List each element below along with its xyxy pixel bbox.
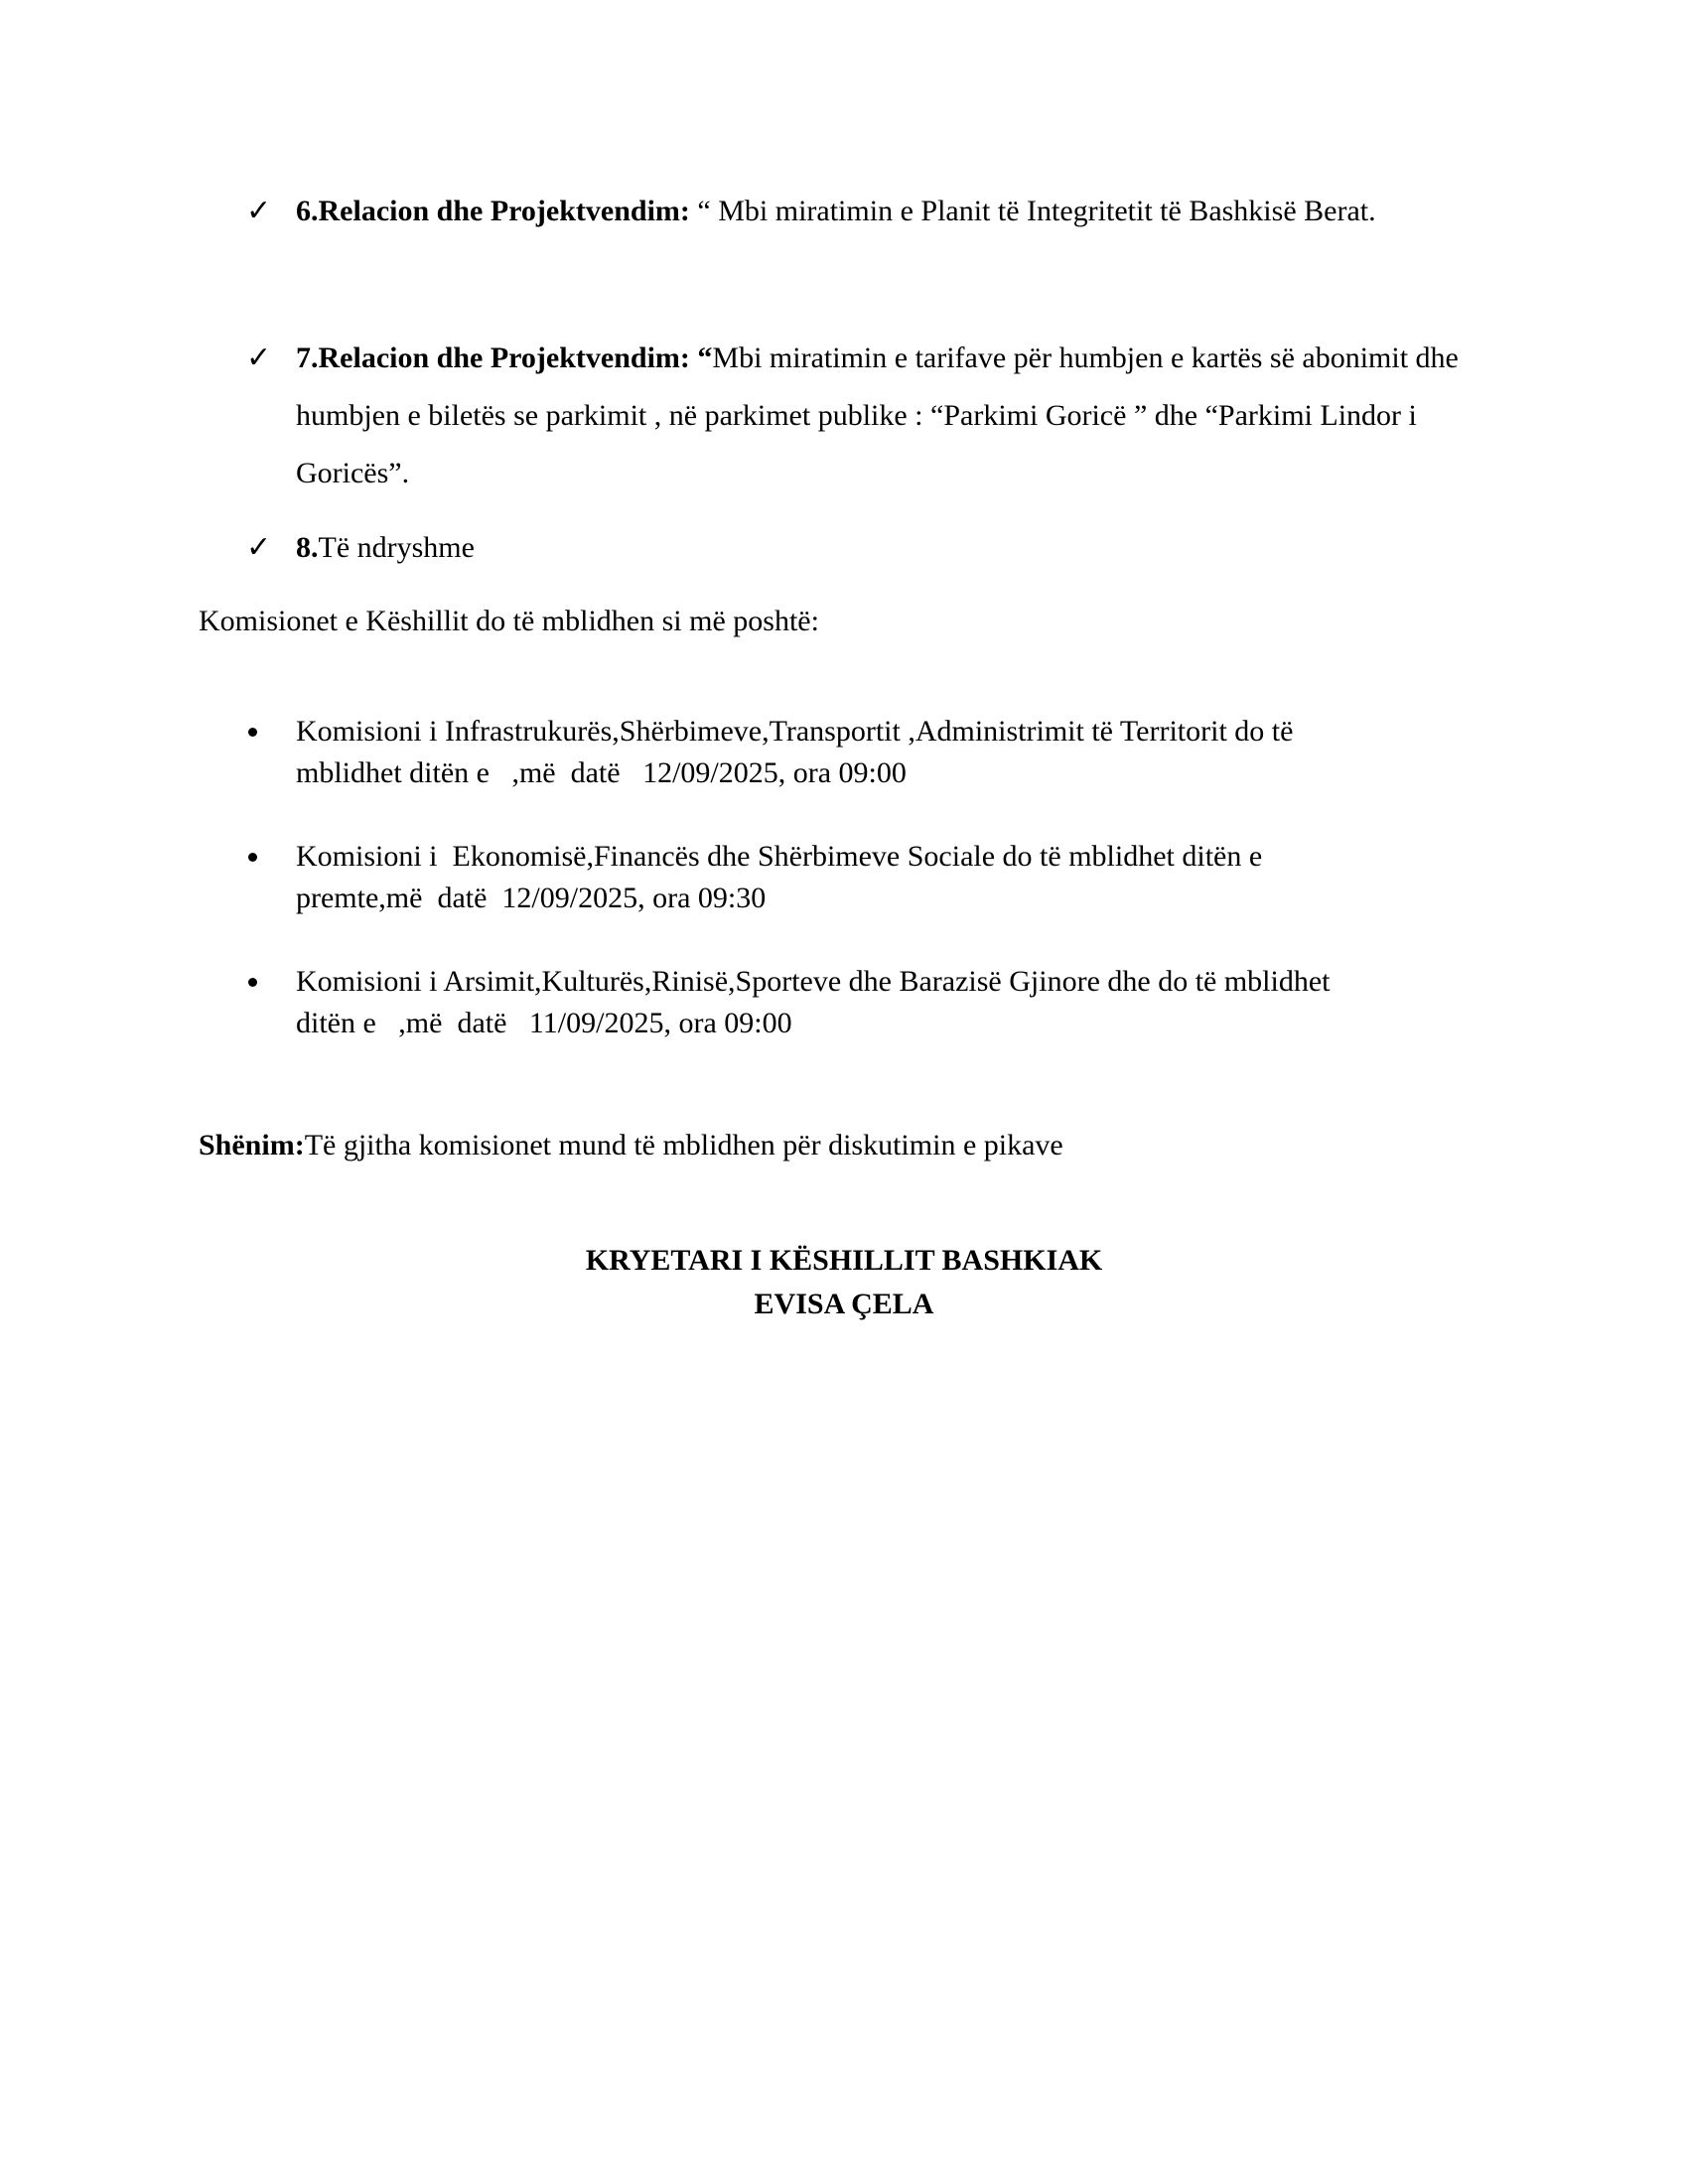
commissions-intro: Komisionet e Këshillit do të mblidhen si më poshtë:: [199, 605, 819, 637]
agenda-item-description: “ Mbi miratimin e Planit të Integritetit të Bashkisë Berat.: [689, 195, 1376, 227]
signature-name: EVISA ÇELA: [754, 1288, 934, 1320]
agenda-item-description: Mbi miratimin e tarifave për humbjen e kartës së abonimit dhe humbjen e biletës se parkimit , në parkimet publike : “Parkimi Goricë ” dhe “Parkimi Lindor i Goricës”.: [296, 341, 1459, 489]
agenda-item-number: 7.: [296, 341, 319, 374]
agenda-item-description: Të ndryshme: [318, 531, 475, 564]
note-text: Të gjitha komisionet mund të mblidhen për diskutimin e pikave: [304, 1129, 1063, 1161]
agenda-item-text: [296, 330, 1497, 502]
checkmark-icon: ✓: [246, 341, 272, 375]
agenda-item-number: 6.: [296, 195, 319, 227]
agenda-item-label: Relacion dhe Projektvendim: “: [318, 341, 713, 374]
note: [199, 1126, 1063, 1165]
checkmark-icon: ✓: [246, 194, 272, 228]
signature-title: KRYETARI I KËSHILLIT BASHKIAK: [585, 1244, 1103, 1277]
bullet-icon: [248, 853, 257, 862]
commission-text: Komisioni i Ekonomisë,Financës dhe Shërbimeve Sociale do të mblidhet ditën e premte,më datë 12/09/2025, ora 09:30: [296, 840, 1263, 914]
bullet-icon: [248, 728, 257, 737]
checkmark-icon: ✓: [246, 530, 272, 565]
bullet-icon: [248, 978, 257, 987]
commission-text: Komisioni i Arsimit,Kulturës,Rinisë,Sporteve dhe Barazisë Gjinore dhe do të mblidhet ditën e ,më datë 11/09/2025, ora 09:00: [296, 965, 1331, 1039]
agenda-item-number: 8.: [296, 531, 319, 564]
agenda-item-text: [296, 519, 1497, 577]
agenda-item-text: [296, 183, 1497, 240]
note-label: Shënim:: [199, 1129, 305, 1161]
agenda-item-label: Relacion dhe Projektvendim:: [318, 195, 690, 227]
commission-text: Komisioni i Infrastrukurës,Shërbimeve,Transportit ,Administrimit të Territorit do të mblidhet ditën e ,më datë 12/09/2025, ora 09:00: [296, 715, 1294, 789]
